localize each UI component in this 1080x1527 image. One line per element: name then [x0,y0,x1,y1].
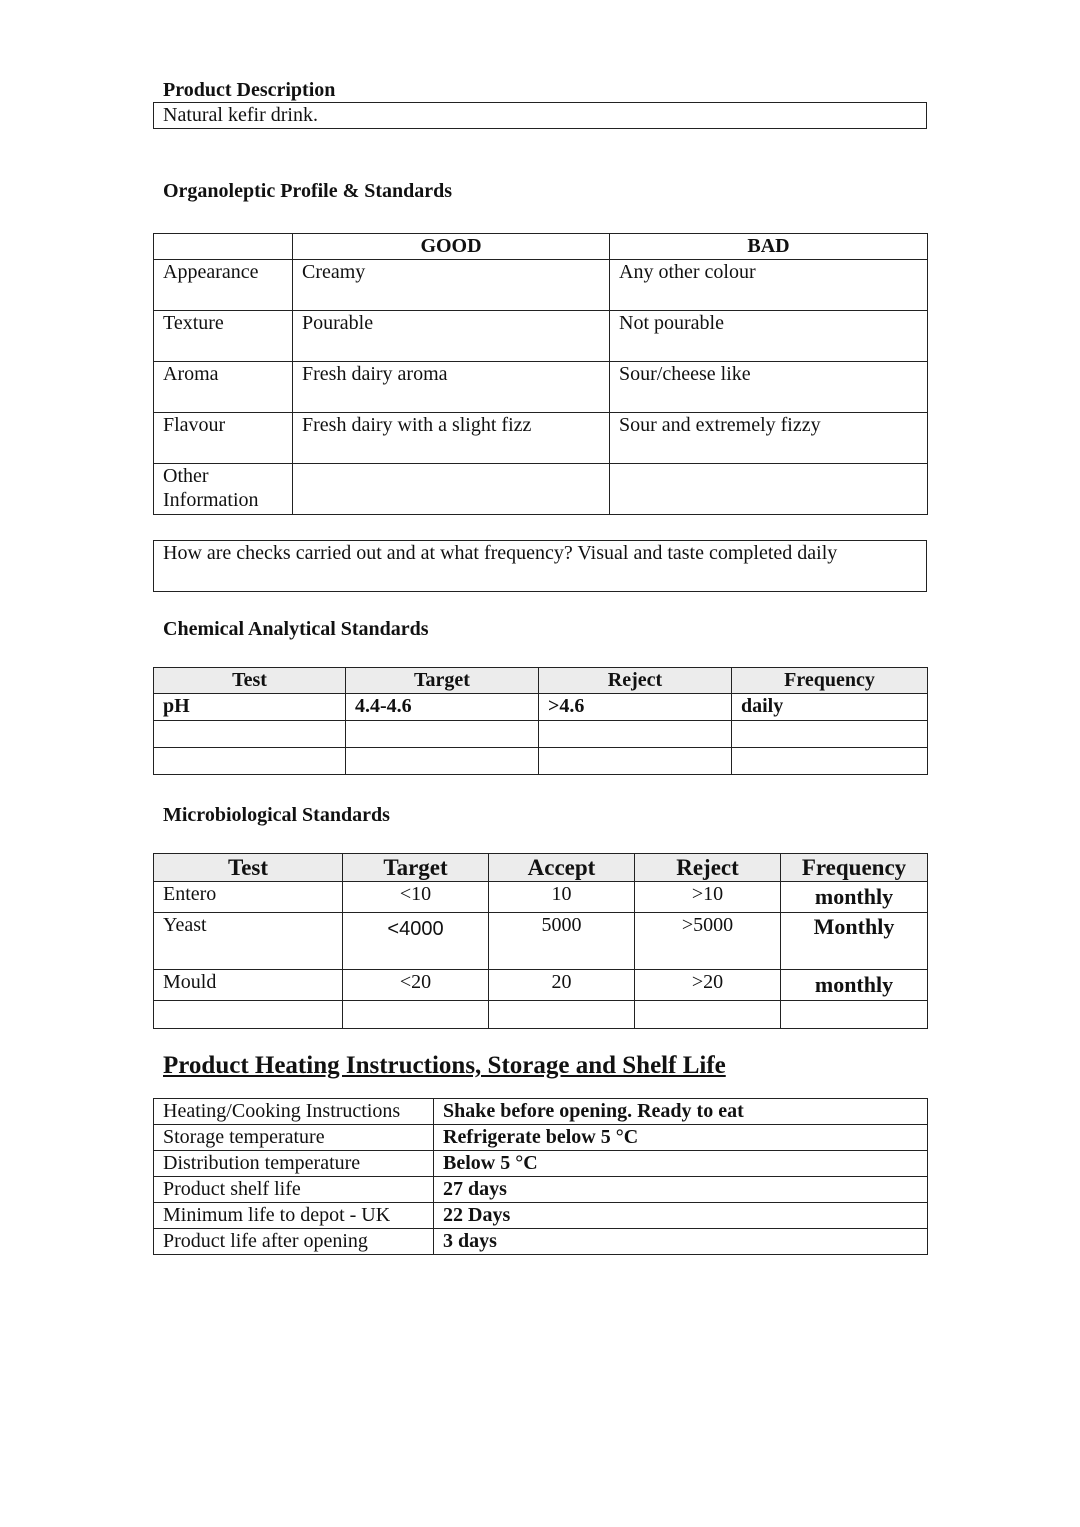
empty-cell [154,1001,343,1029]
organoleptic-bad [610,464,928,515]
checks-note: How are checks carried out and at what frequency? Visual and taste completed daily [154,541,927,592]
table-row [154,311,928,362]
table-row [154,413,928,464]
heating-label: Distribution temperature [154,1151,434,1177]
organoleptic-table [153,233,928,515]
table-row [154,721,928,748]
product-description-table [153,102,927,129]
table-row [154,260,928,311]
heating-table [153,1098,928,1255]
organoleptic-label: Aroma [154,362,293,413]
micro-target: <10 [343,882,489,913]
product-description-text: Natural kefir drink. [154,103,927,129]
chemical-reject: >4.6 [539,694,732,721]
micro-header-reject: Reject [635,854,781,882]
table-row [154,694,928,721]
table-row [154,1229,928,1255]
checks-note-table [153,540,927,592]
organoleptic-good: Fresh dairy with a slight fizz [293,413,610,464]
table-row [154,748,928,775]
chemical-frequency: daily [732,694,928,721]
empty-cell [343,1001,489,1029]
micro-test: Yeast [154,913,343,970]
micro-header-test: Test [154,854,343,882]
micro-heading: Microbiological Standards [163,804,390,826]
table-row [154,1177,928,1203]
empty-cell [346,748,539,775]
table-row [154,970,928,1001]
empty-cell [489,1001,635,1029]
organoleptic-bad: Sour and extremely fizzy [610,413,928,464]
micro-header-accept: Accept [489,854,635,882]
organoleptic-bad: Sour/cheese like [610,362,928,413]
empty-cell [154,721,346,748]
organoleptic-label: Other Information [154,464,293,515]
empty-cell [732,721,928,748]
heating-label: Heating/Cooking Instructions [154,1099,434,1125]
organoleptic-label: Flavour [154,413,293,464]
micro-accept: 5000 [489,913,635,970]
empty-cell [732,748,928,775]
micro-header-frequency: Frequency [781,854,928,882]
organoleptic-label: Appearance [154,260,293,311]
table-row [154,1125,928,1151]
micro-frequency: monthly [781,882,928,913]
table-row [154,362,928,413]
chemical-test: pH [154,694,346,721]
empty-cell [781,1001,928,1029]
chemical-heading: Chemical Analytical Standards [163,618,429,640]
organoleptic-good [293,464,610,515]
heating-label: Product shelf life [154,1177,434,1203]
chemical-header-reject: Reject [539,668,732,694]
heating-value: 22 Days [434,1203,928,1229]
product-description-heading: Product Description [163,79,336,101]
organoleptic-header-blank [154,234,293,260]
micro-reject: >5000 [635,913,781,970]
organoleptic-header-good: GOOD [293,234,610,260]
table-row [154,913,928,970]
chemical-header-target: Target [346,668,539,694]
micro-test: Entero [154,882,343,913]
table-row [154,1001,928,1029]
table-row [154,1151,928,1177]
table-row [154,882,928,913]
organoleptic-label: Texture [154,311,293,362]
table-row [154,464,928,515]
organoleptic-good: Pourable [293,311,610,362]
micro-accept: 10 [489,882,635,913]
heating-value: 27 days [434,1177,928,1203]
micro-frequency: monthly [781,970,928,1001]
chemical-target: 4.4-4.6 [346,694,539,721]
table-row [154,1099,928,1125]
micro-reject: >10 [635,882,781,913]
chemical-header-frequency: Frequency [732,668,928,694]
micro-target: <20 [343,970,489,1001]
organoleptic-bad: Not pourable [610,311,928,362]
heating-label: Minimum life to depot - UK [154,1203,434,1229]
micro-table [153,853,928,1029]
table-row [154,1203,928,1229]
micro-test: Mould [154,970,343,1001]
organoleptic-good: Fresh dairy aroma [293,362,610,413]
organoleptic-heading: Organoleptic Profile & Standards [163,180,453,202]
heating-value: Shake before opening. Ready to eat [434,1099,928,1125]
heating-value: 3 days [434,1229,928,1255]
micro-frequency: Monthly [781,913,928,970]
organoleptic-header-bad: BAD [610,234,928,260]
micro-header-target: Target [343,854,489,882]
heating-heading: Product Heating Instructions, Storage and Shelf Life [163,1052,726,1079]
heating-label: Product life after opening [154,1229,434,1255]
empty-cell [635,1001,781,1029]
chemical-header-test: Test [154,668,346,694]
heating-value: Refrigerate below 5 °C [434,1125,928,1151]
heating-label: Storage temperature [154,1125,434,1151]
chemical-table [153,667,928,775]
organoleptic-bad: Any other colour [610,260,928,311]
micro-accept: 20 [489,970,635,1001]
organoleptic-good: Creamy [293,260,610,311]
empty-cell [346,721,539,748]
heating-value: Below 5 °C [434,1151,928,1177]
empty-cell [539,748,732,775]
empty-cell [154,748,346,775]
micro-target: <4000 [343,913,489,970]
empty-cell [539,721,732,748]
micro-reject: >20 [635,970,781,1001]
